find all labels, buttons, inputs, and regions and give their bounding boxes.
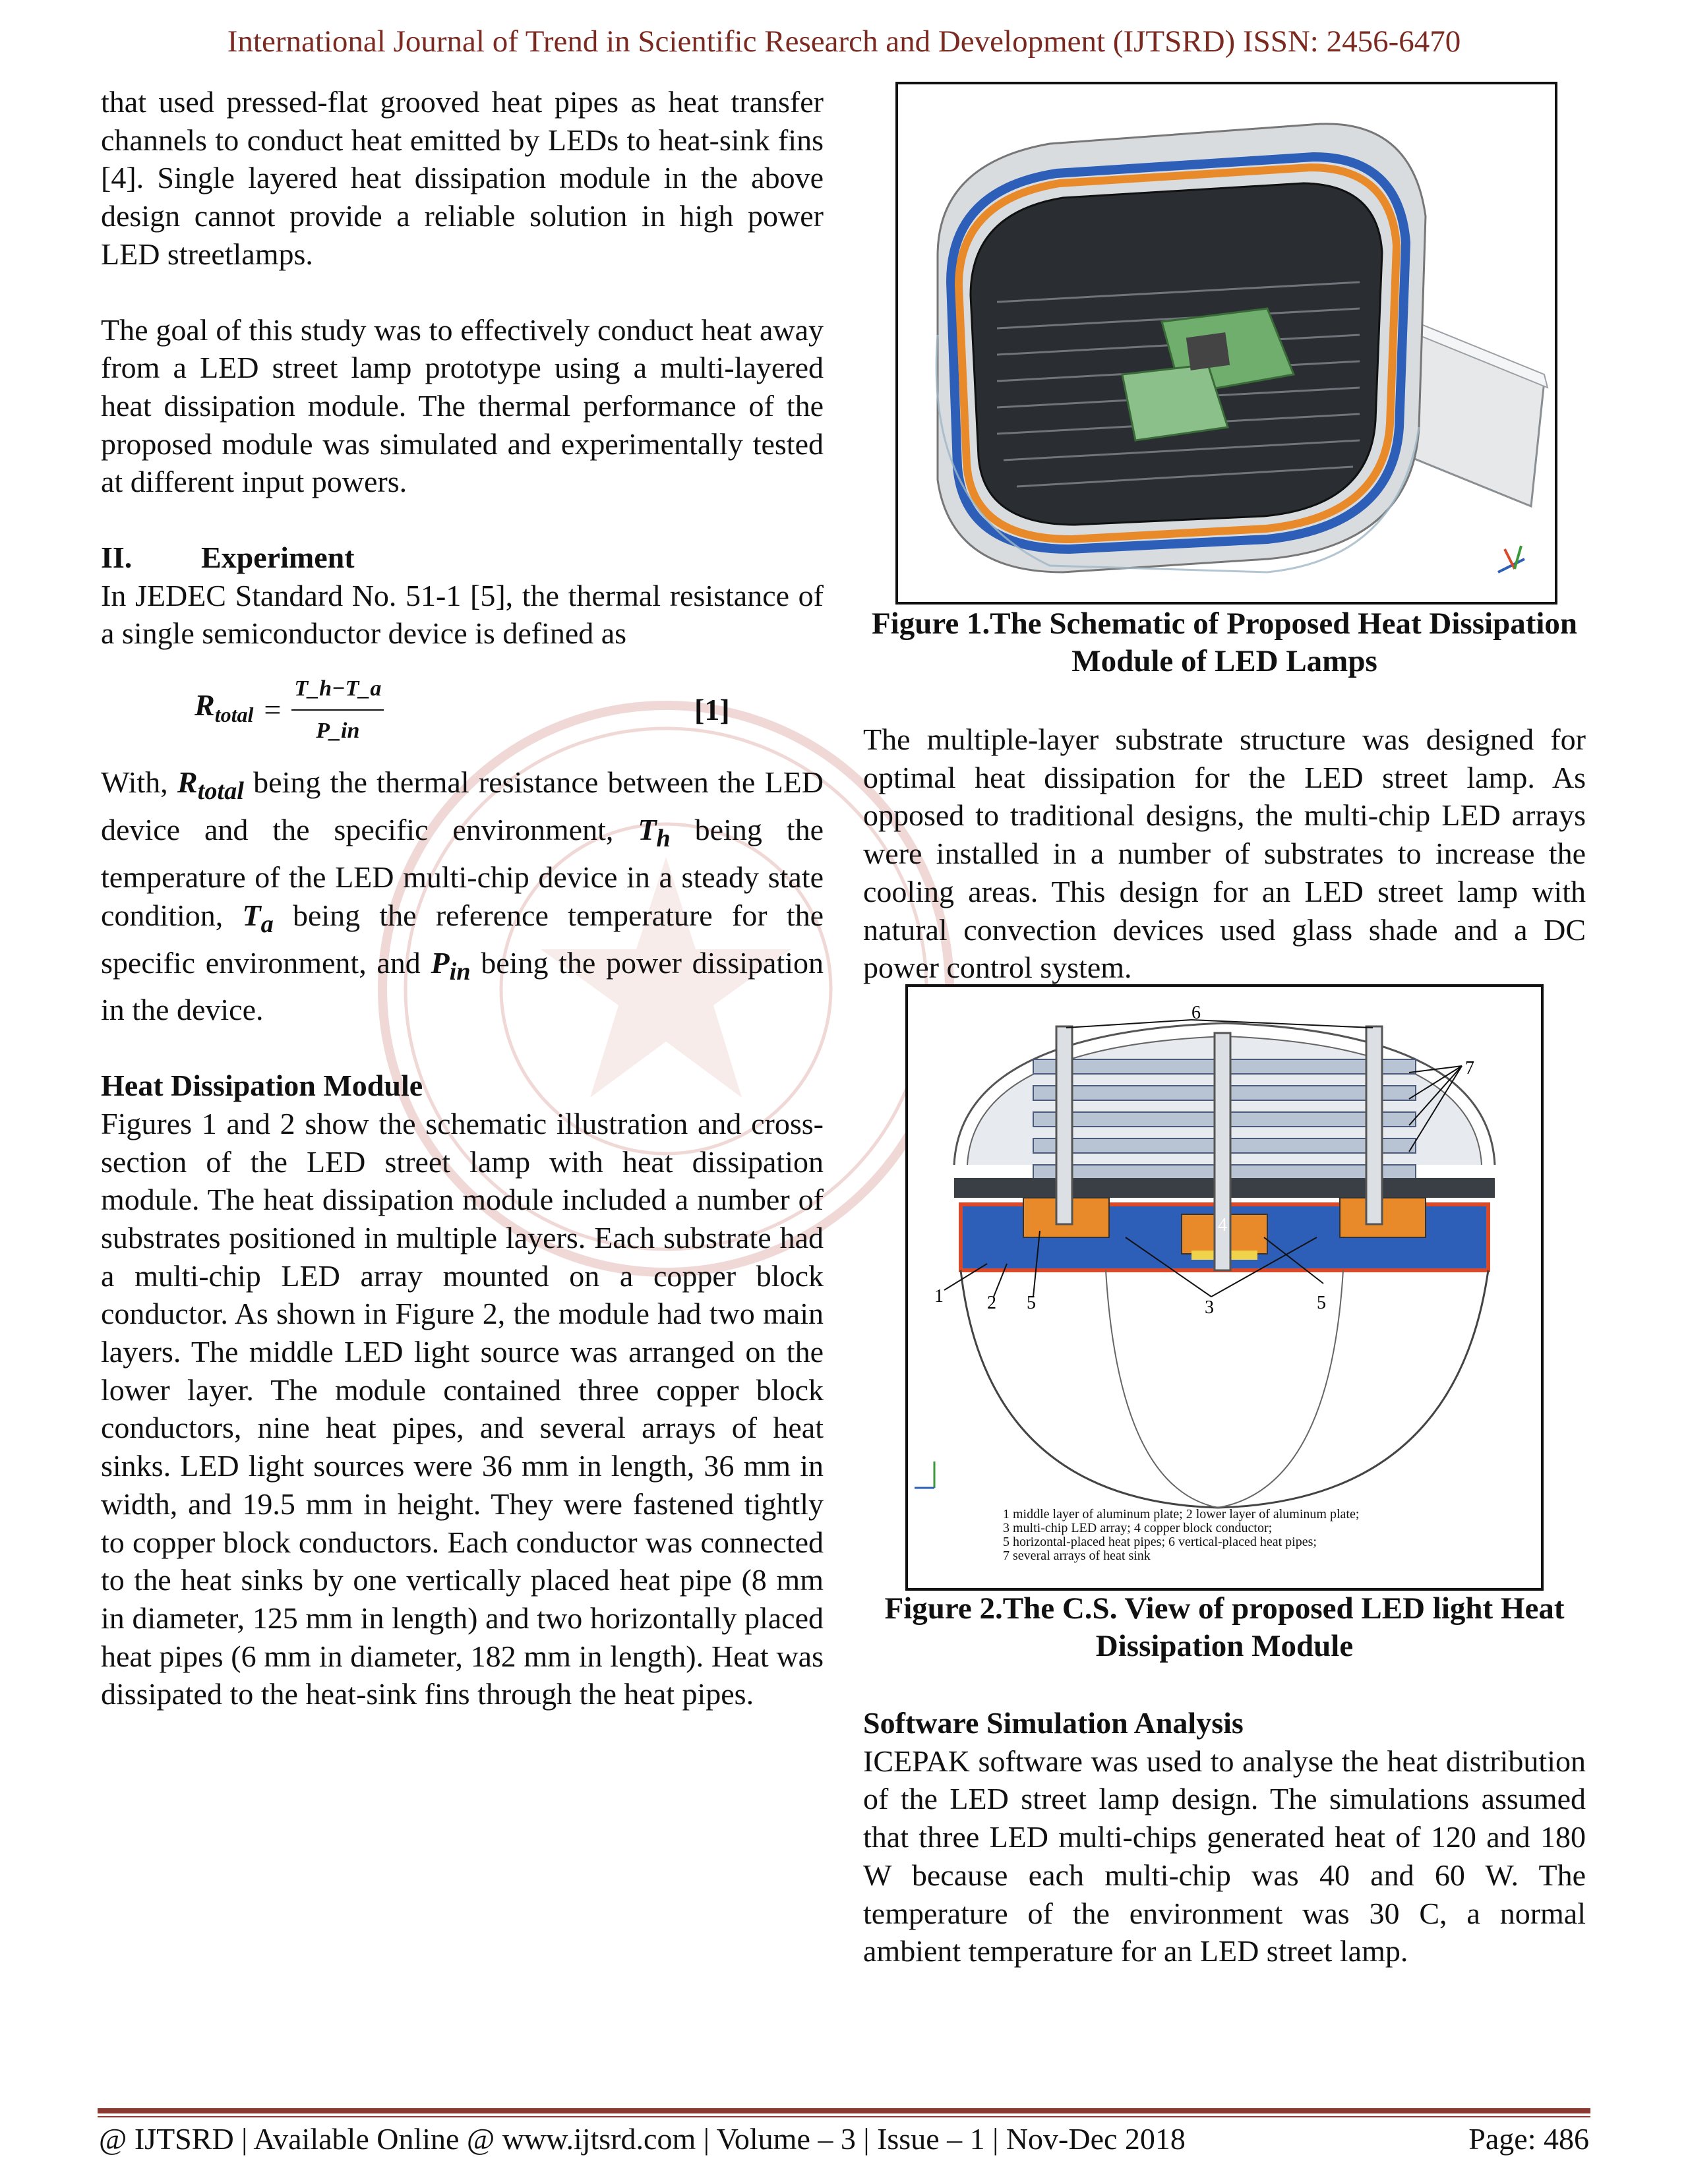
fig2-label-5b: 5 xyxy=(1317,1293,1326,1313)
fig2-label-1: 1 xyxy=(934,1286,944,1307)
footer-rule xyxy=(98,2108,1590,2113)
eq-equals: = xyxy=(264,693,282,727)
eq-lhs-sub: total xyxy=(214,702,254,726)
fig2-label-5a: 5 xyxy=(1027,1293,1036,1313)
running-header: International Journal of Trend in Scientific Research and Development (IJTSRD) ISSN: 2456-6470 xyxy=(227,24,1461,59)
figure-1 xyxy=(895,82,1557,605)
footer-rule-thin xyxy=(98,2116,1590,2117)
fig2-label-3: 3 xyxy=(1205,1297,1214,1318)
left-para-2: The goal of this study was to effectively conduct heat away from a LED street lamp prototype using a multi-layered heat dissipation module. The thermal performance of the proposed module was simulated and experimentally tested at different input powers. xyxy=(101,312,824,499)
fig2-label-7: 7 xyxy=(1465,1058,1474,1078)
right-column-bottom xyxy=(863,1704,1586,1970)
section-number: II. xyxy=(101,541,133,575)
figure-1-illustration xyxy=(898,84,1555,602)
subhead-heat-dissipation: Heat Dissipation Module xyxy=(101,1069,423,1103)
subhead-software-simulation: Software Simulation Analysis xyxy=(863,1706,1244,1740)
eq-label: [1] xyxy=(694,693,730,727)
right-para-2: ICEPAK software was used to analyse the heat distribution of the LED street lamp design. The simulations assumed that three LED multi-chips generated heat of 120 and 180 W because each multi-chip was 40 and 60 W. The temperature of the environment was 30 C, a normal ambient temperature for an LED street lamp. xyxy=(863,1744,1586,1968)
page-footer xyxy=(99,2121,1589,2156)
footer-journal-info: @ IJTSRD | Available Online @ www.ijtsrd.com | Volume – 3 | Issue – 1 | Nov-Dec 2018 xyxy=(99,2122,1186,2156)
section-heading xyxy=(101,539,824,577)
right-column-top xyxy=(863,721,1586,987)
section-title: Experiment xyxy=(201,541,355,575)
equation-1 xyxy=(101,671,824,749)
right-para-1: The multiple-layer substrate structure was designed for optimal heat dissipation for the LED street lamp. As opposed to traditional designs, the multi-chip LED arrays were installed in a number of substrates to increase the cooling areas. This design for an LED street lamp with natural convection devices used glass shade and a DC power control system. xyxy=(863,723,1586,985)
figure-2-illustration xyxy=(908,987,1541,1588)
fig2-label-2: 2 xyxy=(987,1293,996,1313)
left-para-1: that used pressed-flat grooved heat pipes as heat transfer channels to conduct heat emitted by LEDs to heat-sink fins [4]. Single layered heat dissipation module in the above design cannot provide a reliable solution in high power LED streetlamps. xyxy=(101,85,824,271)
fig2-label-4: 4 xyxy=(1218,1215,1227,1235)
eq-numerator: T_h−T_a xyxy=(291,670,384,711)
figure-2 xyxy=(905,984,1544,1591)
eq-lhs: R xyxy=(195,688,215,722)
left-para-4: Figures 1 and 2 show the schematic illustration and cross-section of the LED street lamp with heat dissipation module. The heat dissipation module included a number of substrates positioned in multiple layers. Each substrate had a multi-chip LED array mounted on a copper block conductor. As shown in Figure 2, the module had two main layers. The middle LED light source was arranged on the lower layer. The module contained three copper block conductors, nine heat pipes, and several arrays of heat sinks. LED light sources were 36 mm in length, 36 mm in width, and 19.5 mm in height. They were fastened tightly to copper block conductors. Each conductor was connected to the heat sinks by one vertically placed heat pipe (8 mm in diameter, 125 mm in length) and two horizontally placed heat pipes (6 mm in diameter, 182 mm in length). Heat was dissipated to the heat-sink fins through the heat pipes. xyxy=(101,1106,824,1711)
eq-denominator: P_in xyxy=(316,719,360,744)
left-para-with: With, $R_{total}$ being the thermal resistance between the LED device and the specific environment, $T_h$ being the temperature of the LED multi-chip device in a steady state condition, $T_a$ being the reference temperature for the specific environment, and $P_{in}$ being the power dissipation in the device. xyxy=(101,765,824,1027)
fig2-label-6: 6 xyxy=(1191,1003,1201,1023)
left-column xyxy=(101,83,824,1713)
figure-1-caption: Figure 1.The Schematic of Proposed Heat Dissipation Module of LED Lamps xyxy=(871,606,1578,678)
figure-2-legend: 1 middle layer of aluminum plate; 2 lower layer of aluminum plate; 3 multi-chip LED array; 4 copper block conductor; 5 horizontal-placed heat pipes; 6 vertical-placed heat pipes; 7 several arrays of heat sink xyxy=(1003,1507,1360,1563)
figure-2-caption: Figure 2.The C.S. View of proposed LED light Heat Dissipation Module xyxy=(884,1591,1565,1663)
left-para-3: In JEDEC Standard No. 51-1 [5], the thermal resistance of a single semiconductor device is defined as xyxy=(101,578,824,651)
footer-page-number: Page: 486 xyxy=(1468,2122,1589,2156)
